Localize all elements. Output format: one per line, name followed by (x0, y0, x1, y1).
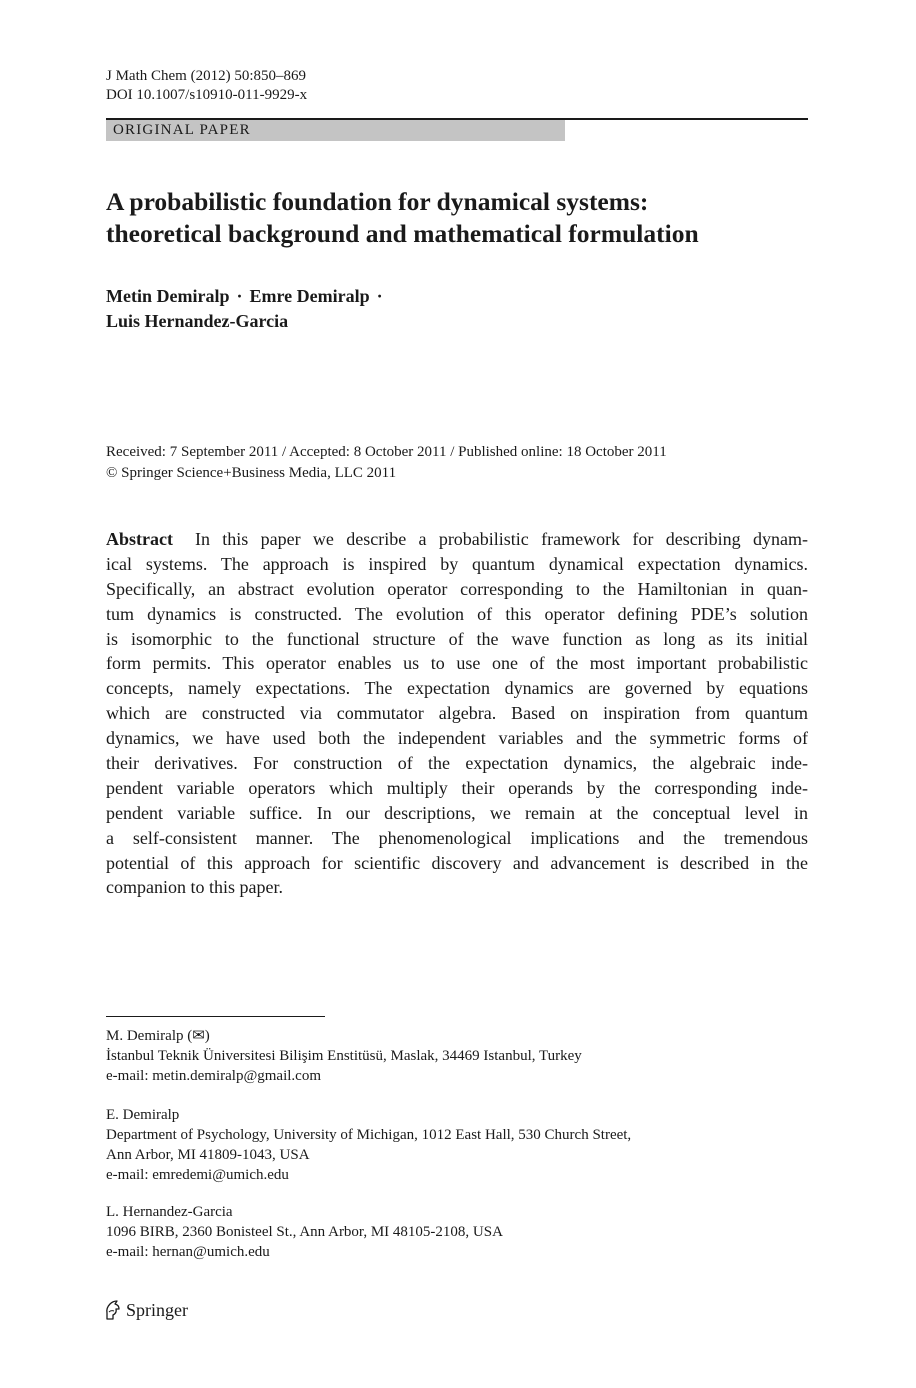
affiliation-email[interactable]: e-mail: emredemi@umich.edu (106, 1167, 289, 1183)
copyright-notice: © Springer Science+Business Media, LLC 2011 (106, 465, 397, 481)
abstract-line: Specifically, an abstract evolution operator corresponding to the Hamiltonian in quan- (106, 578, 808, 599)
abstract-line: a self-consistent manner. The phenomenological implications and the tremendous (106, 827, 808, 848)
abstract (106, 527, 808, 900)
author-line-2 (106, 309, 390, 334)
affiliation-name: L. Hernandez-Garcia (106, 1204, 233, 1220)
abstract-line: which are constructed via commutator algebra. Based on inspiration from quantum (106, 703, 808, 724)
affiliation-email[interactable]: e-mail: hernan@umich.edu (106, 1244, 270, 1260)
affiliation-block (106, 1026, 582, 1086)
abstract-line: pendent variable operators which multiply their operands by the corresponding inde- (106, 777, 808, 798)
paper-title-line-1: A probabilistic foundation for dynamical systems: (106, 187, 649, 216)
abstract-line: ical systems. The approach is inspired by quantum dynamical expectation dynamics. (106, 553, 808, 574)
author-name: Emre Demiralp (249, 286, 370, 306)
abstract-line: their derivatives. For construction of the expectation dynamics, the algebraic inde- (106, 753, 808, 774)
journal-doi: DOI 10.1007/s10910-011-9929-x (106, 87, 308, 103)
abstract-heading: Abstract (106, 529, 173, 549)
affiliation-block (106, 1202, 503, 1262)
author-separator: · (236, 286, 243, 306)
footnote-rule (106, 1016, 325, 1017)
section-band (106, 118, 808, 142)
affiliation-block (106, 1105, 631, 1185)
author-line-1 (106, 284, 390, 309)
affiliation-address: Department of Psychology, University of Michigan, 1012 East Hall, 530 Church Street, (106, 1127, 632, 1143)
journal-header (106, 67, 307, 105)
affiliation-address: İstanbul Teknik Üniversitesi Bilişim Enstitüsü, Maslak, 34469 Istanbul, Turkey (106, 1048, 582, 1064)
abstract-line: tum dynamics is constructed. The evolution of this operator defining PDE’s solution (106, 603, 808, 624)
history-dates: Received: 7 September 2011 / Accepted: 8 October 2011 / Published online: 18 October 2011 (106, 444, 667, 460)
paper-title-line-2: theoretical background and mathematical formulation (106, 219, 699, 248)
abstract-line (106, 527, 808, 552)
abstract-line: concepts, namely expectations. The expectation dynamics are governed by equations (106, 678, 808, 699)
affiliation-email[interactable]: e-mail: metin.demiralp@gmail.com (106, 1068, 322, 1084)
affiliation-name: E. Demiralp (106, 1107, 180, 1123)
publication-history (106, 442, 667, 484)
publisher-name: Springer (126, 1300, 188, 1320)
abstract-line: form permits. This operator enables us to use one of the most important probabilistic (106, 653, 808, 674)
journal-citation: J Math Chem (2012) 50:850–869 (106, 68, 306, 84)
abstract-line: companion to this paper. (106, 877, 283, 898)
affiliation-name: M. Demiralp (✉) (106, 1028, 210, 1044)
paper-title (106, 186, 826, 250)
publisher-logo (104, 1298, 188, 1322)
abstract-line: is isomorphic to the functional structure of the wave function as long as its initial (106, 628, 808, 649)
affiliation-address: Ann Arbor, MI 41809-1043, USA (106, 1147, 310, 1163)
abstract-line: dynamics, we have used both the independent variables and the symmetric forms of (106, 728, 808, 749)
abstract-line: potential of this approach for scientific discovery and advancement is described in the (106, 852, 808, 873)
abstract-line-text: In this paper we describe a probabilistic framework for describing dynam- (194, 529, 808, 549)
author-name: Metin Demiralp (106, 286, 230, 306)
abstract-line: pendent variable suffice. In our descriptions, we remain at the conceptual level in (106, 802, 808, 823)
author-name: Luis Hernandez-Garcia (106, 311, 289, 331)
section-label: ORIGINAL PAPER (113, 122, 251, 138)
author-separator: · (376, 286, 383, 306)
affiliation-address: 1096 BIRB, 2360 Bonisteel St., Ann Arbor, MI 48105-2108, USA (106, 1224, 503, 1240)
springer-horse-icon (104, 1299, 122, 1321)
author-list (106, 284, 390, 334)
